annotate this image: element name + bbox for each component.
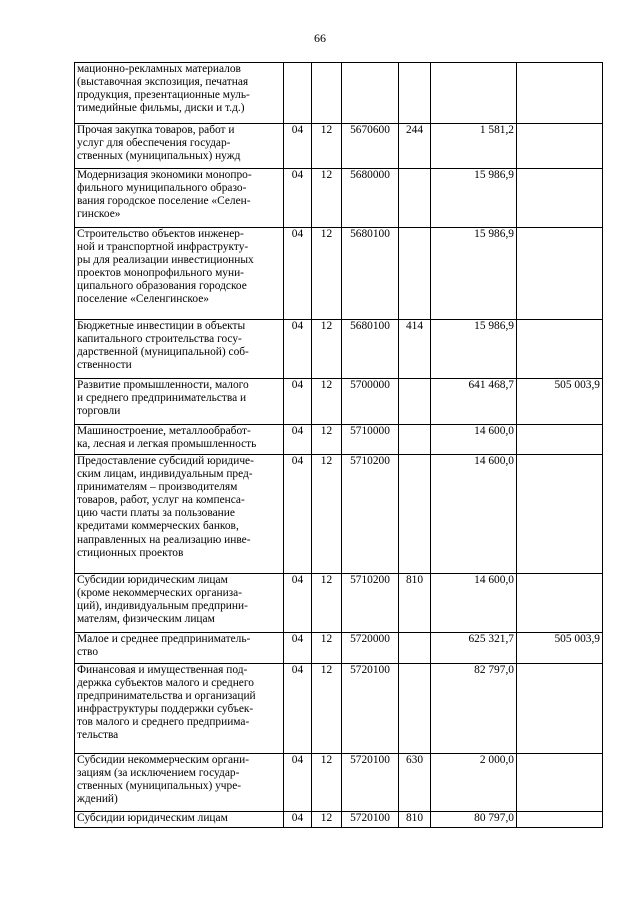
cell-csr: 5680100 <box>342 228 399 320</box>
cell-name: Строительство объектов инженер- ной и транспортной инфраструкту- ры для реализации инвестиционных проектов монопрофильного муни- ципального образования городское поселение «Селенгинское» <box>75 228 284 320</box>
cell-rz: 04 <box>284 633 312 664</box>
cell-sum: 15 986,9 <box>431 228 517 320</box>
table-row <box>75 425 603 455</box>
cell-sum <box>431 63 517 124</box>
cell-rz: 04 <box>284 812 312 828</box>
cell-csr: 5710200 <box>342 574 399 633</box>
cell-vr: 630 <box>399 754 431 812</box>
cell-sum2 <box>517 574 603 633</box>
cell-sum2 <box>517 169 603 228</box>
cell-sum: 641 468,7 <box>431 379 517 425</box>
cell-sum: 80 797,0 <box>431 812 517 828</box>
budget-table <box>74 62 603 828</box>
cell-rz: 04 <box>284 320 312 379</box>
cell-csr: 5680000 <box>342 169 399 228</box>
cell-sum: 82 797,0 <box>431 664 517 754</box>
cell-vr <box>399 455 431 574</box>
cell-pr: 12 <box>312 574 342 633</box>
cell-pr: 12 <box>312 425 342 455</box>
cell-rz: 04 <box>284 455 312 574</box>
cell-sum: 14 600,0 <box>431 574 517 633</box>
cell-csr: 5720100 <box>342 664 399 754</box>
table-row <box>75 379 603 425</box>
cell-pr: 12 <box>312 812 342 828</box>
cell-pr: 12 <box>312 379 342 425</box>
cell-sum: 1 581,2 <box>431 124 517 169</box>
cell-sum: 625 321,7 <box>431 633 517 664</box>
cell-pr: 12 <box>312 633 342 664</box>
cell-sum: 15 986,9 <box>431 320 517 379</box>
table-row <box>75 812 603 828</box>
cell-rz: 04 <box>284 664 312 754</box>
cell-vr <box>399 228 431 320</box>
cell-name: Машиностроение, металлообработ- ка, лесная и легкая промышленность <box>75 425 284 455</box>
cell-vr: 414 <box>399 320 431 379</box>
cell-pr: 12 <box>312 124 342 169</box>
cell-pr: 12 <box>312 455 342 574</box>
cell-pr: 12 <box>312 664 342 754</box>
cell-vr <box>399 63 431 124</box>
cell-name: Бюджетные инвестиции в объекты капитального строительства госу- дарственной (муниципальной) соб- ственности <box>75 320 284 379</box>
table-row <box>75 63 603 124</box>
cell-sum2: 505 003,9 <box>517 379 603 425</box>
cell-vr <box>399 664 431 754</box>
cell-name: мационно-рекламных материалов (выставочная экспозиция, печатная продукция, презентационные муль- тимедийные фильмы, диски и т.д.) <box>75 63 284 124</box>
page-number: 66 <box>314 31 326 45</box>
table-row <box>75 320 603 379</box>
cell-name: Модернизация экономики монопро- фильного муниципального образо- вания городское поселение «Селен- гинское» <box>75 169 284 228</box>
cell-pr: 12 <box>312 754 342 812</box>
table-row <box>75 455 603 574</box>
cell-sum2: 505 003,9 <box>517 633 603 664</box>
cell-sum2 <box>517 320 603 379</box>
cell-pr: 12 <box>312 320 342 379</box>
cell-name: Финансовая и имущественная под- держка субъектов малого и среднего предпринимательства и организаций инфраструктуры поддержки субъек- тов малого и среднего предприима- тельства <box>75 664 284 754</box>
cell-csr: 5720000 <box>342 633 399 664</box>
table-row <box>75 664 603 754</box>
cell-csr: 5720100 <box>342 754 399 812</box>
cell-csr: 5700000 <box>342 379 399 425</box>
cell-name: Предоставление субсидий юридиче- ским лицам, индивидуальным пред- принимателям – производителям товаров, работ, услуг на компенса- цию части платы за пользование кредитами коммерческих банков, направленных на реализацию инве- стиционных проектов <box>75 455 284 574</box>
cell-vr <box>399 169 431 228</box>
table-row <box>75 124 603 169</box>
table-row <box>75 633 603 664</box>
cell-sum2 <box>517 63 603 124</box>
cell-sum2 <box>517 124 603 169</box>
cell-csr: 5710000 <box>342 425 399 455</box>
cell-rz: 04 <box>284 574 312 633</box>
cell-name: Субсидии юридическим лицам (кроме некоммерческих организа- ций), индивидуальным предприни- мателям, физическим лицам <box>75 574 284 633</box>
cell-rz: 04 <box>284 124 312 169</box>
cell-sum2 <box>517 664 603 754</box>
cell-vr <box>399 633 431 664</box>
cell-pr: 12 <box>312 228 342 320</box>
cell-sum2 <box>517 455 603 574</box>
cell-name: Малое и среднее предприниматель- ство <box>75 633 284 664</box>
cell-sum: 2 000,0 <box>431 754 517 812</box>
cell-pr: 12 <box>312 169 342 228</box>
cell-sum: 14 600,0 <box>431 455 517 574</box>
cell-sum2 <box>517 228 603 320</box>
cell-rz: 04 <box>284 754 312 812</box>
cell-sum: 15 986,9 <box>431 169 517 228</box>
cell-csr <box>342 63 399 124</box>
cell-name: Субсидии некоммерческим органи- зациям (за исключением государ- ственных (муниципальных) учре- ждений) <box>75 754 284 812</box>
cell-rz: 04 <box>284 169 312 228</box>
table-row <box>75 754 603 812</box>
cell-csr: 5670600 <box>342 124 399 169</box>
cell-vr: 810 <box>399 812 431 828</box>
cell-name: Развитие промышленности, малого и среднего предпринимательства и торговли <box>75 379 284 425</box>
cell-sum2 <box>517 425 603 455</box>
cell-csr: 5710200 <box>342 455 399 574</box>
cell-sum2 <box>517 754 603 812</box>
cell-rz: 04 <box>284 425 312 455</box>
cell-rz: 04 <box>284 228 312 320</box>
cell-vr: 810 <box>399 574 431 633</box>
cell-sum: 14 600,0 <box>431 425 517 455</box>
cell-vr <box>399 379 431 425</box>
cell-name: Прочая закупка товаров, работ и услуг для обеспечения государ- ственных (муниципальных) нужд <box>75 124 284 169</box>
cell-pr <box>312 63 342 124</box>
cell-vr <box>399 425 431 455</box>
cell-rz: 04 <box>284 379 312 425</box>
table-row <box>75 228 603 320</box>
cell-rz <box>284 63 312 124</box>
cell-name: Субсидии юридическим лицам <box>75 812 284 828</box>
cell-vr: 244 <box>399 124 431 169</box>
cell-csr: 5720100 <box>342 812 399 828</box>
table-row <box>75 574 603 633</box>
cell-csr: 5680100 <box>342 320 399 379</box>
table-row <box>75 169 603 228</box>
cell-sum2 <box>517 812 603 828</box>
